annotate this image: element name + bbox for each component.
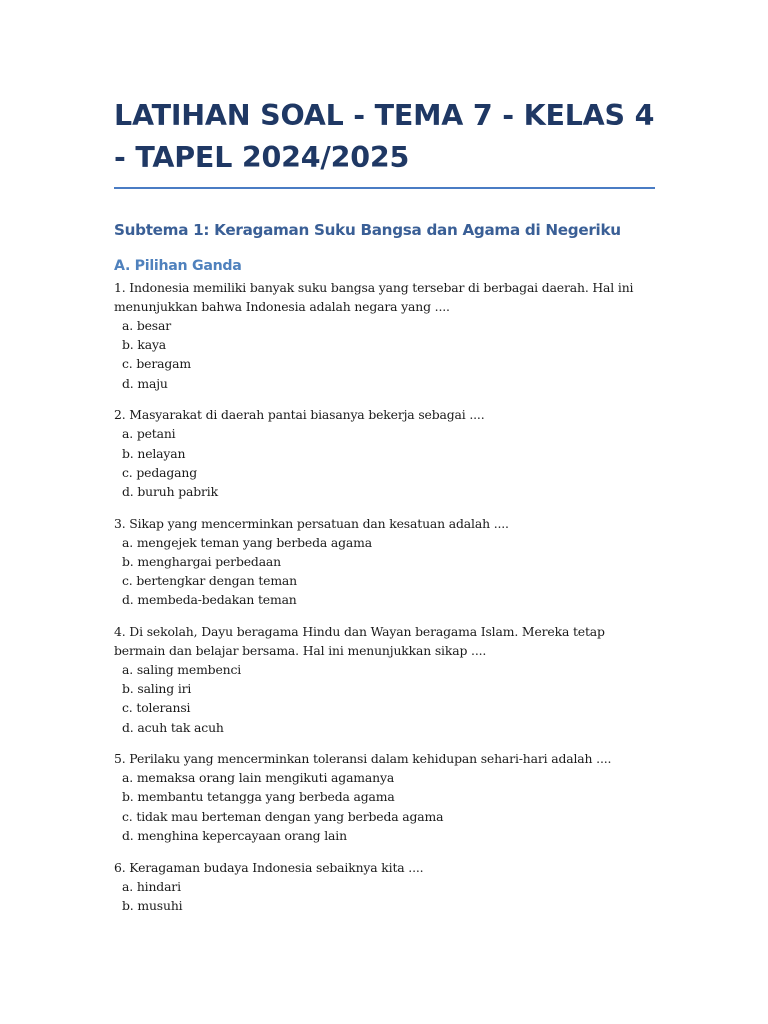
answer-option: c. beragam (122, 356, 191, 372)
question-text: 2. Masyarakat di daerah pantai biasanya bekerja sebagai .... (114, 407, 485, 423)
question-item (114, 858, 659, 915)
option-list (114, 768, 659, 845)
answer-option: a. saling membenci (122, 661, 242, 677)
answer-option: b. membantu tetangga yang berbeda agama (122, 789, 395, 805)
question-text: 6. Keragaman budaya Indonesia sebaiknya kita .... (114, 859, 424, 875)
answer-option: c. tidak mau berteman dengan yang berbeda agama (122, 808, 444, 824)
question-list (114, 278, 659, 915)
question-text: 5. Perilaku yang mencerminkan toleransi dalam kehidupan sehari-hari adalah .... (114, 751, 612, 767)
option-list (114, 424, 659, 501)
answer-option: d. acuh tak acuh (122, 719, 224, 735)
answer-option: b. saling iri (122, 681, 192, 697)
answer-option: a. petani (122, 426, 176, 442)
answer-option: c. pedagang (122, 464, 197, 480)
answer-option: a. besar (122, 318, 171, 333)
question-text: 1. Indonesia memiliki banyak suku bangsa yang tersebar di berbagai daerah. Hal ini menunjukkan bahwa Indonesia adalah negara yang .... (114, 280, 634, 314)
question-item (114, 514, 659, 610)
answer-option: b. kaya (122, 337, 167, 353)
option-list (114, 533, 659, 610)
question-item (114, 278, 659, 393)
answer-option: d. buruh pabrik (122, 483, 218, 499)
answer-option: c. bertengkar dengan teman (122, 573, 297, 589)
document-content (114, 95, 659, 927)
option-list (114, 316, 659, 393)
answer-option: d. maju (122, 375, 168, 391)
answer-option: b. musuhi (122, 897, 183, 913)
question-item (114, 622, 659, 737)
answer-option: a. mengejek teman yang berbeda agama (122, 534, 372, 550)
question-text: 3. Sikap yang mencerminkan persatuan dan kesatuan adalah .... (114, 515, 509, 531)
answer-option: a. hindari (122, 878, 181, 894)
question-item (114, 749, 659, 845)
subtheme-heading: Subtema 1: Keragaman Suku Bangsa dan Agama di Negeriku (114, 221, 621, 239)
answer-option: b. nelayan (122, 445, 186, 461)
option-list (114, 877, 659, 915)
answer-option: d. menghina kepercayaan orang lain (122, 827, 347, 843)
answer-option: a. memaksa orang lain mengikuti agamanya (122, 770, 395, 786)
option-list (114, 660, 659, 737)
answer-option: b. menghargai perbedaan (122, 553, 282, 569)
question-item (114, 405, 659, 501)
document-title: LATIHAN SOAL - TEMA 7 - KELAS 4 - TAPEL 2024/2025 (114, 95, 655, 189)
question-text: 4. Di sekolah, Dayu beragama Hindu dan Wayan beragama Islam. Mereka tetap bermain dan belajar bersama. Hal ini menunjukkan sikap .... (114, 623, 605, 658)
answer-option: c. toleransi (122, 700, 191, 716)
answer-option: d. membeda-bedakan teman (122, 592, 297, 608)
section-heading: A. Pilihan Ganda (114, 258, 242, 274)
